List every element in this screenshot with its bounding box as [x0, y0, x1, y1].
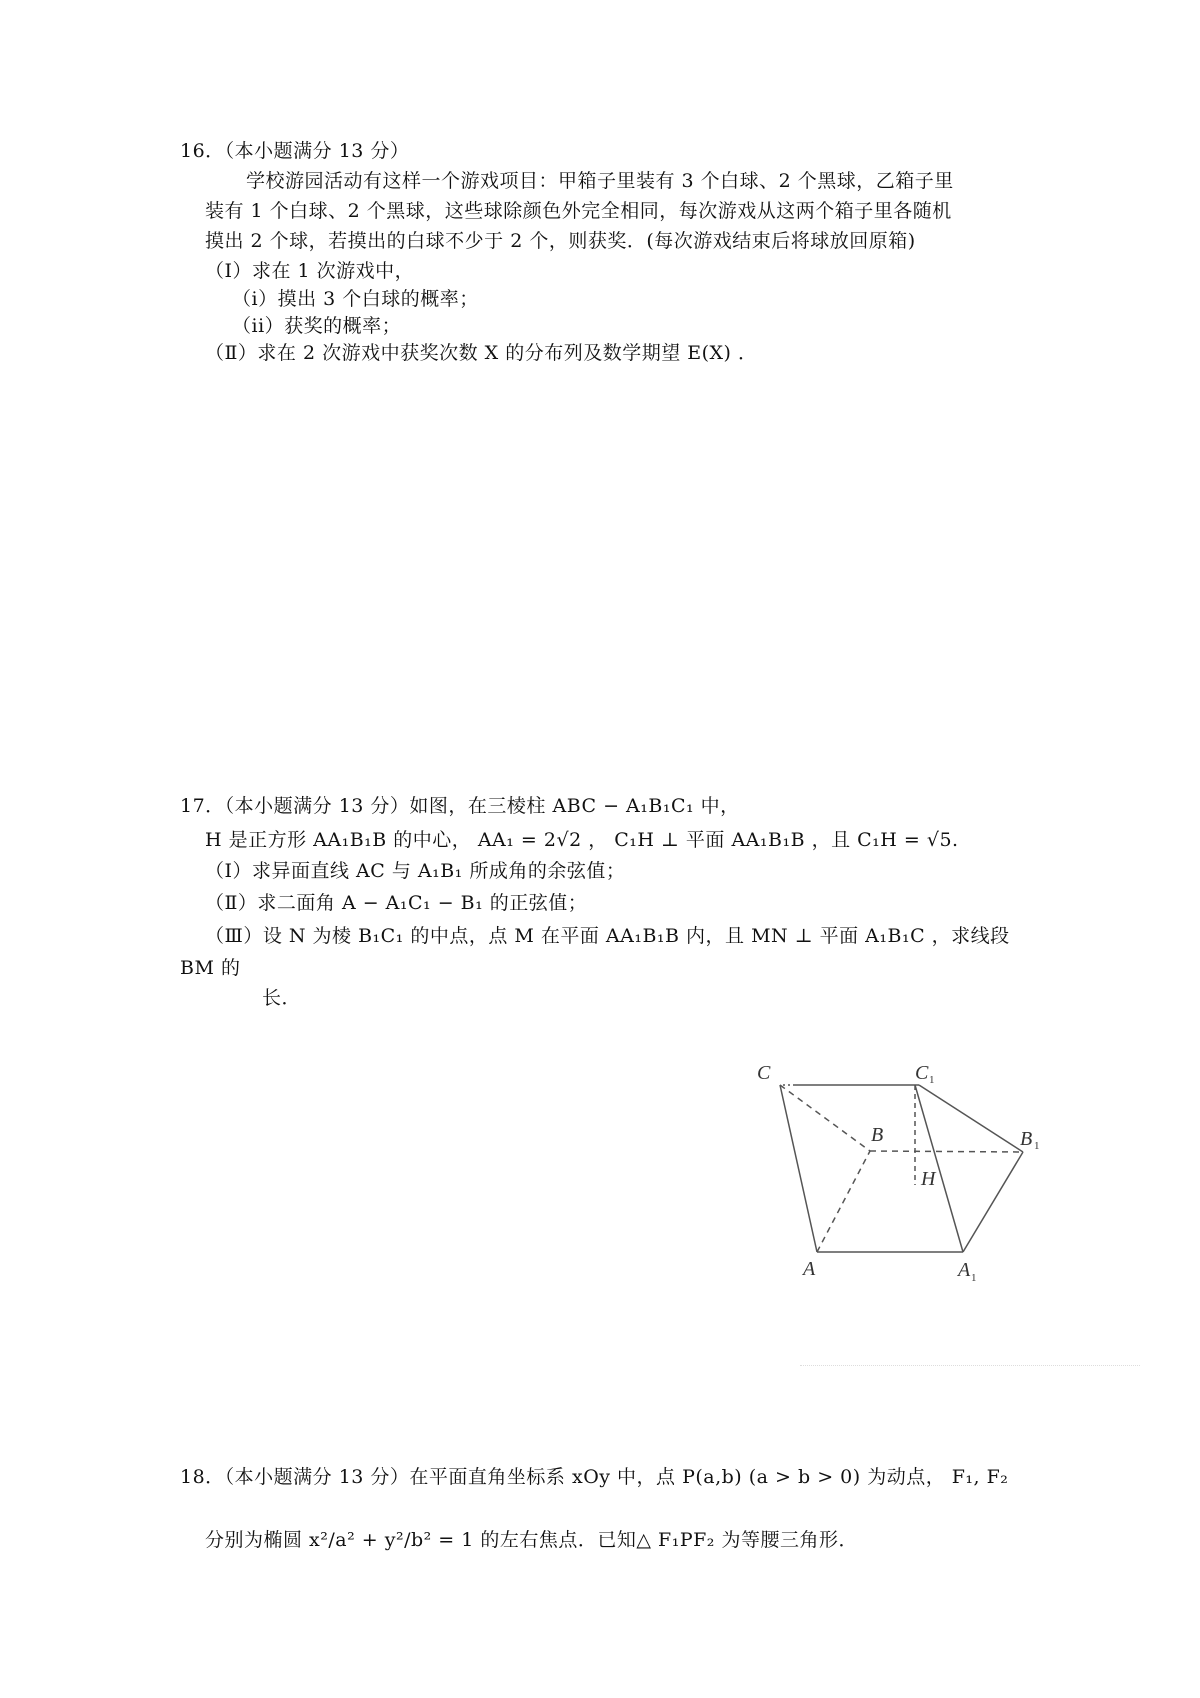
- prism-figure: [757, 1062, 1160, 1320]
- label-b1: B: [1020, 1128, 1033, 1150]
- q18-header: 18．（本小题满分 13 分）在平面直角坐标系 xOy 中，点 P(a,b) (a > b > 0) 为动点， F₁, F₂: [180, 1466, 1009, 1488]
- q16-header: 16．（本小题满分 13 分）: [180, 140, 410, 162]
- label-a1-sub: 1: [971, 1272, 977, 1284]
- q17-part3-b: BM 的: [180, 957, 241, 979]
- label-b: B: [871, 1124, 884, 1146]
- label-b1-sub: 1: [1034, 1140, 1040, 1152]
- label-a1: A: [958, 1259, 971, 1281]
- q16-body-line-3: 摸出 2 个球，若摸出的白球不少于 2 个，则获奖．(每次游戏结束后将球放回原箱): [205, 230, 916, 252]
- faint-divider: [800, 1365, 1140, 1366]
- edge-c1-b1: [919, 1085, 1023, 1152]
- q16-part2: （Ⅱ）求在 2 次游戏中获奖次数 X 的分布列及数学期望 E(X) ．: [205, 342, 758, 364]
- q17-part3-c: 长．: [262, 987, 302, 1009]
- edge-b-b1: [870, 1151, 1023, 1152]
- q17-header: 17．（本小题满分 13 分）如图，在三棱柱 ABC − A₁B₁C₁ 中，: [180, 795, 740, 817]
- label-h: H: [921, 1168, 936, 1190]
- edge-c-b: [780, 1085, 870, 1151]
- q17-part2: （Ⅱ）求二面角 A − A₁C₁ − B₁ 的正弦值；: [205, 892, 588, 914]
- label-c: C: [757, 1062, 771, 1084]
- q16-part1: （Ⅰ）求在 1 次游戏中，: [205, 260, 415, 282]
- label-c1: C: [915, 1062, 929, 1084]
- edge-a1-b1: [963, 1152, 1023, 1252]
- label-a: A: [803, 1258, 816, 1280]
- q16-body-line-2: 装有 1 个白球、2 个黑球，这些球除颜色外完全相同，每次游戏从这两个箱子里各随机: [205, 200, 952, 222]
- q17-line-2: H 是正方形 AA₁B₁B 的中心， AA₁ = 2√2 ， C₁H ⊥ 平面 AA₁B₁B ，且 C₁H = √5.: [205, 829, 959, 851]
- q16-body-line-1: 学校游园活动有这样一个游戏项目：甲箱子里装有 3 个白球、2 个黑球，乙箱子里: [246, 170, 954, 192]
- label-c1-sub: 1: [929, 1074, 935, 1086]
- q17-part1: （Ⅰ）求异面直线 AC 与 A₁B₁ 所成角的余弦值；: [205, 860, 626, 882]
- q18-line-2: 分别为椭圆 x²/a² + y²/b² = 1 的左右焦点．已知△ F₁PF₂ 为等腰三角形．: [205, 1529, 858, 1551]
- q16-part1-ii: （ii）获奖的概率；: [232, 315, 402, 337]
- q17-part3: （Ⅲ）设 N 为棱 B₁C₁ 的中点，点 M 在平面 AA₁B₁B 内，且 MN ⊥ 平面 A₁B₁C ，求线段: [205, 925, 1010, 947]
- q16-part1-i: （i）摸出 3 个白球的概率；: [232, 288, 479, 310]
- edge-c-a: [780, 1085, 817, 1252]
- edge-a-b: [817, 1151, 870, 1252]
